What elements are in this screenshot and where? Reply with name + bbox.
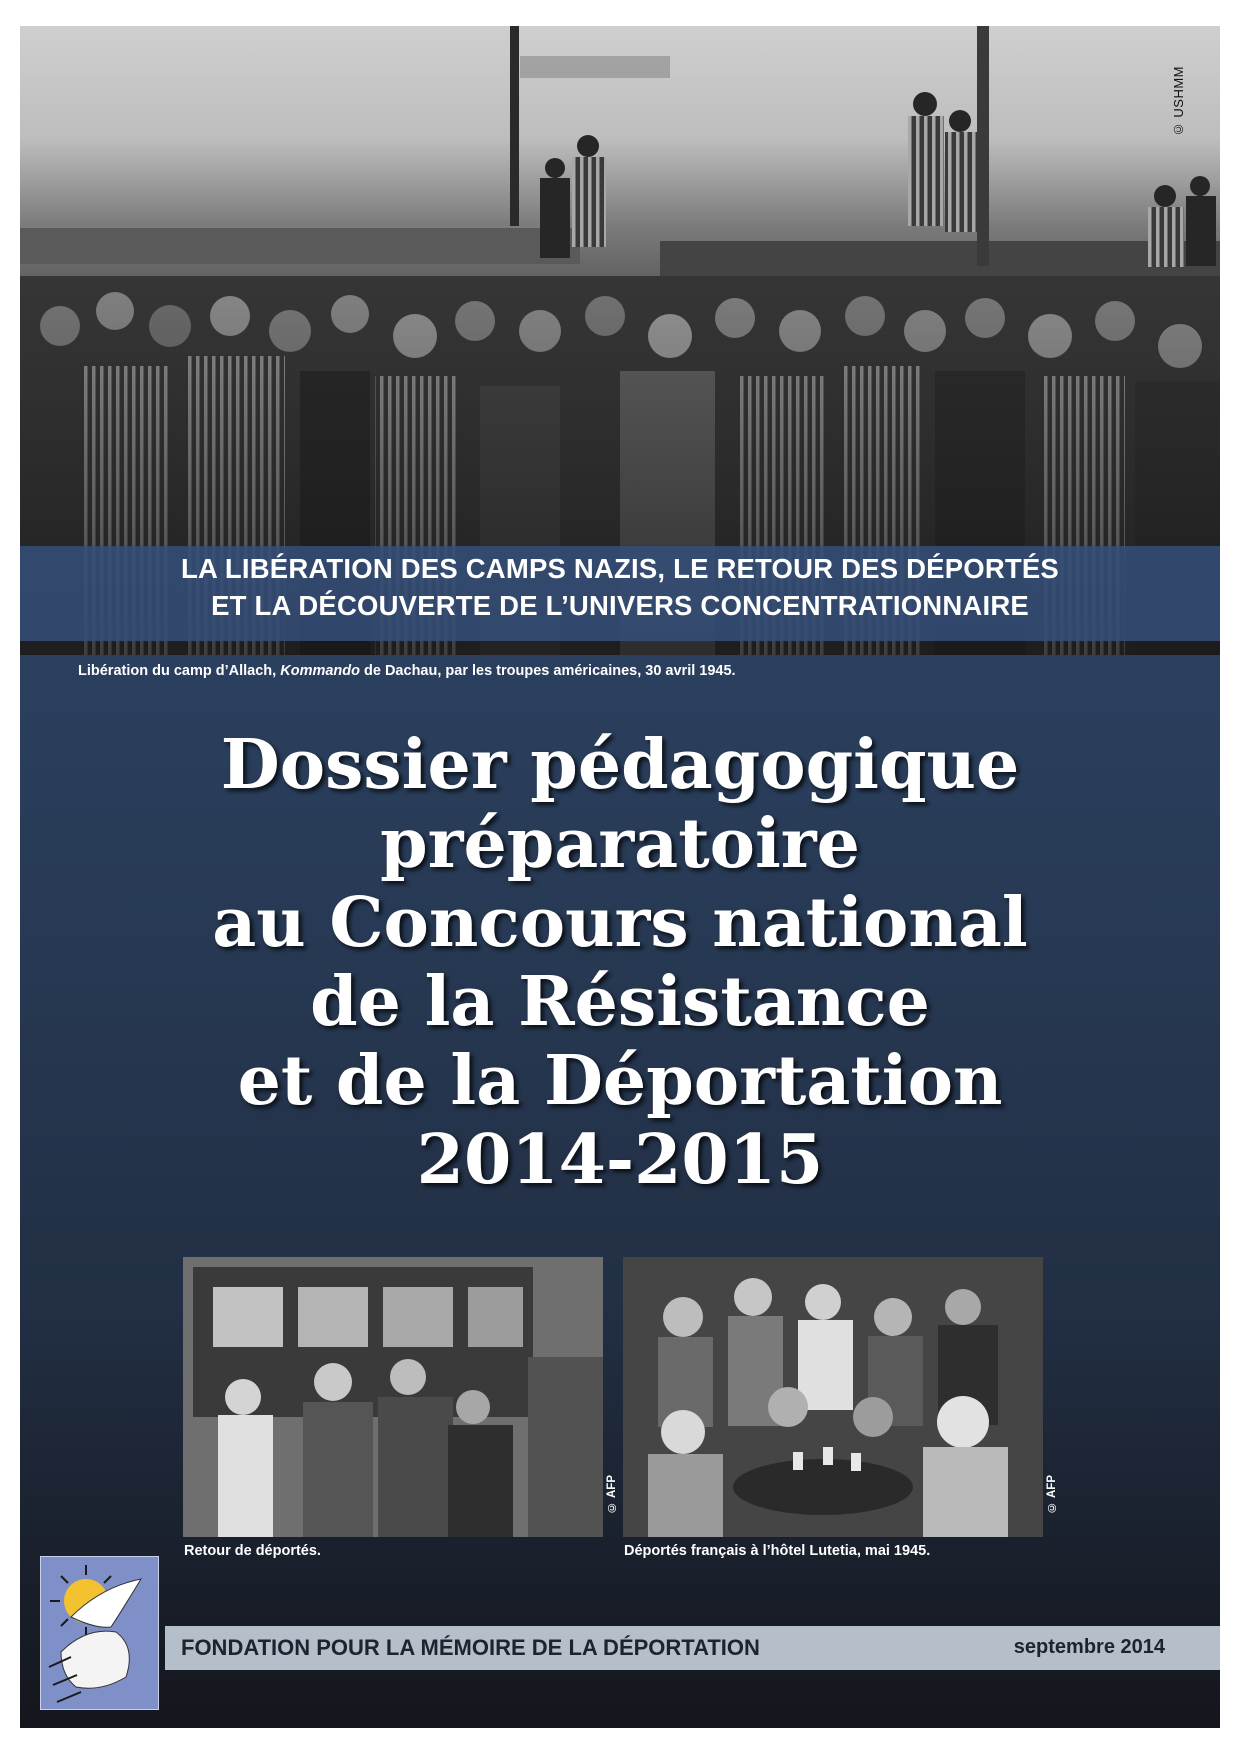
photo-2-credit: © AFP — [1046, 1475, 1058, 1513]
footer-bar — [165, 1626, 1220, 1670]
hero-photo-caption — [78, 663, 736, 679]
title-line-4: de la Résistance — [310, 962, 930, 1042]
theme-banner — [20, 546, 1220, 641]
caption-text-italic: Kommando — [280, 663, 360, 679]
title-line-1: Dossier pédagogique — [220, 725, 1020, 805]
foundation-logo — [40, 1556, 159, 1710]
photo-2-caption: Déportés français à l’hôtel Lutetia, mai 1945. — [624, 1543, 931, 1559]
foundation-name: FONDATION POUR LA MÉMOIRE DE LA DÉPORTATION — [181, 1635, 760, 1660]
hotel-scene-illustration — [623, 1257, 1043, 1537]
hero-photo-credit: © USHMM — [1171, 66, 1186, 138]
title-line-2: préparatoire — [380, 804, 860, 884]
title-line-6: 2014-2015 — [416, 1120, 824, 1200]
publication-date: septembre 2014 — [1013, 1636, 1165, 1658]
caption-text-end: de Dachau, par les troupes américaines, 30 avril 1945. — [359, 663, 736, 679]
title-line-5: et de la Déportation — [237, 1041, 1003, 1121]
photo-lutetia-hotel — [623, 1257, 1043, 1537]
theme-title-line-2: ET LA DÉCOUVERTE DE L’UNIVERS CONCENTRATIONNAIRE — [211, 590, 1029, 621]
hero-photo — [20, 26, 1220, 655]
document-title — [20, 726, 1220, 1200]
photo-1-caption: Retour de déportés. — [184, 1543, 321, 1559]
bus-scene-illustration — [183, 1257, 603, 1537]
cover-page — [20, 26, 1220, 1728]
dove-hands-logo-icon — [41, 1557, 158, 1709]
theme-title-line-1: LA LIBÉRATION DES CAMPS NAZIS, LE RETOUR DES DÉPORTÉS — [181, 553, 1059, 584]
photo-deportees-return — [183, 1257, 603, 1537]
photo-1-credit: © AFP — [606, 1475, 618, 1513]
caption-text-start: Libération du camp d’Allach, — [78, 663, 281, 679]
title-line-3: au Concours national — [212, 883, 1028, 963]
